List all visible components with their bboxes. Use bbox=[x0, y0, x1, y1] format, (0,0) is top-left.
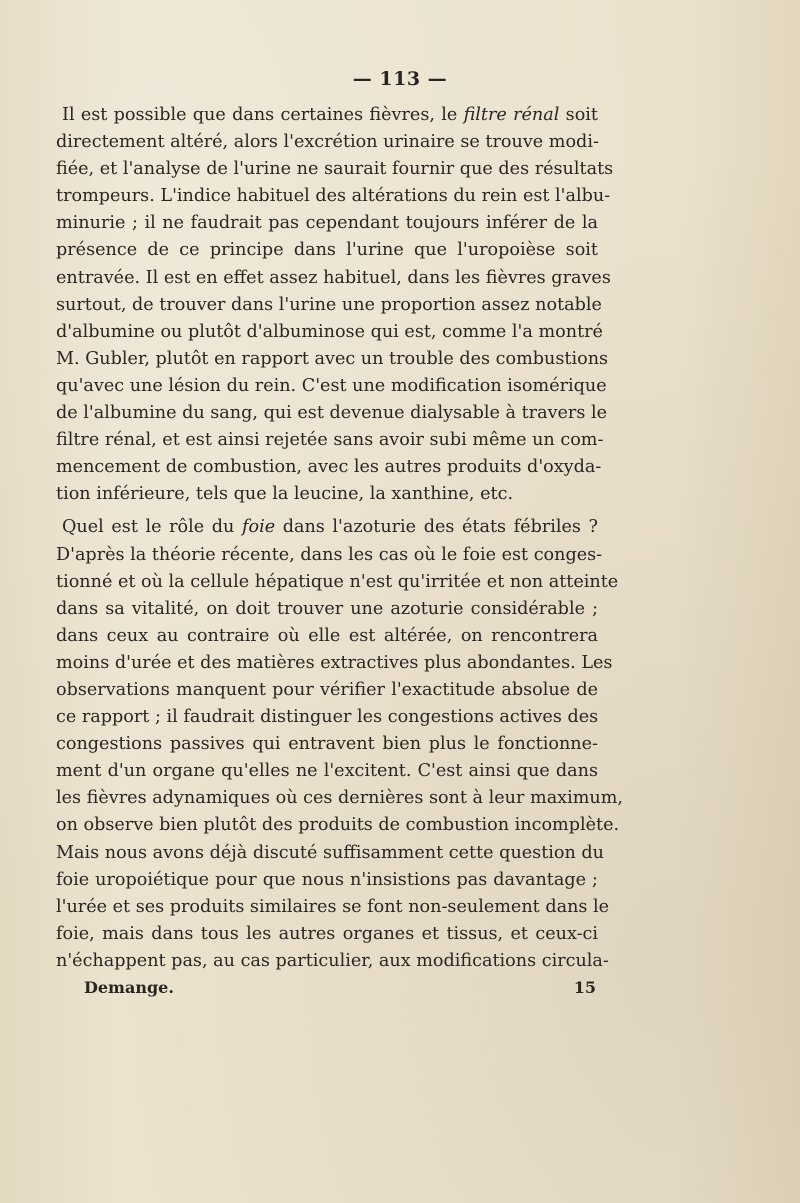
text-line: surtout, de trouver dans l'urine une proportion assez notable bbox=[56, 294, 602, 315]
text-line: congestions passives qui entravent bien plus le fonctionne- bbox=[56, 734, 598, 755]
text-line: fiée, et l'analyse de l'urine ne saurait fournir que des résultats bbox=[56, 159, 614, 180]
author-signature: Demange. bbox=[84, 978, 174, 997]
text-line: Quel est le rôle du foie dans l'azoturie des états fébriles ? bbox=[62, 517, 598, 538]
text-line: Mais nous avons déjà discuté suffisamment cette question du bbox=[56, 842, 605, 863]
text-line: trompeurs. L'indice habituel des altérations du rein est l'albu- bbox=[56, 186, 611, 207]
page-number: — 113 — bbox=[352, 68, 448, 90]
text-line: on observe bien plutôt des produits de combustion incomplète. bbox=[56, 815, 620, 836]
text-line: n'échappent pas, au cas particulier, aux modifications circula- bbox=[56, 950, 609, 971]
sheet-signature-mark: 15 bbox=[573, 978, 596, 997]
text-line: D'après la théorie récente, dans les cas où le foie est conges- bbox=[56, 544, 603, 565]
text-line: présence de ce principe dans l'urine que l'uropoièse soit bbox=[56, 240, 598, 261]
text-line: de l'albumine du sang, qui est devenue dialysable à travers le bbox=[56, 403, 608, 424]
text-line: minurie ; il ne faudrait pas cependant toujours inférer de la bbox=[56, 213, 598, 234]
paragraph bbox=[56, 102, 614, 508]
text-line: entravée. Il est en effet assez habituel, dans les fièvres graves bbox=[56, 267, 611, 288]
text-line: ce rapport ; il faudrait distinguer les congestions actives des bbox=[56, 707, 599, 728]
text-line: Il est possible que dans certaines fièvres, le filtre rénal soit bbox=[62, 105, 598, 125]
body-text bbox=[56, 102, 624, 975]
text-line: qu'avec une lésion du rein. C'est une modification isomérique bbox=[56, 375, 607, 396]
text-line: foie, mais dans tous les autres organes et tissus, et ceux-ci bbox=[56, 923, 598, 944]
text-line: tionné et où la cellule hépatique n'est qu'irritée et non atteinte bbox=[56, 571, 619, 592]
text-line: observations manquent pour vérifier l'exactitude absolue de bbox=[56, 679, 598, 700]
text-line: directement altéré, alors l'excrétion urinaire se trouve modi- bbox=[56, 132, 599, 153]
text-line: l'urée et ses produits similaires se font non-seulement dans le bbox=[56, 896, 610, 917]
text-line: mencement de combustion, avec les autres produits d'oxyda- bbox=[56, 457, 602, 478]
text-line: d'albumine ou plutôt d'albuminose qui est, comme l'a montré bbox=[56, 321, 603, 342]
text-line: ment d'un organe qu'elles ne l'excitent. C'est ainsi que dans bbox=[56, 761, 598, 782]
text-line: foie uropoiétique pour que nous n'insistions pas davantage ; bbox=[56, 869, 598, 890]
text-line: dans sa vitalité, on doit trouver une azoturie considérable ; bbox=[56, 598, 598, 619]
text-line: moins d'urée et des matières extractives plus abondantes. Les bbox=[56, 652, 613, 673]
text-line: les fièvres adynamiques où ces dernières sont à leur maximum, bbox=[56, 788, 624, 809]
text-line: M. Gubler, plutôt en rapport avec un trouble des combustions bbox=[56, 348, 609, 369]
text-line: filtre rénal, et est ainsi rejetée sans avoir subi même un com- bbox=[56, 430, 604, 451]
text-line: tion inférieure, tels que la leucine, la xanthine, etc. bbox=[56, 484, 514, 505]
paragraph bbox=[56, 514, 624, 975]
text-line: dans ceux au contraire où elle est altérée, on rencontrera bbox=[56, 625, 598, 646]
